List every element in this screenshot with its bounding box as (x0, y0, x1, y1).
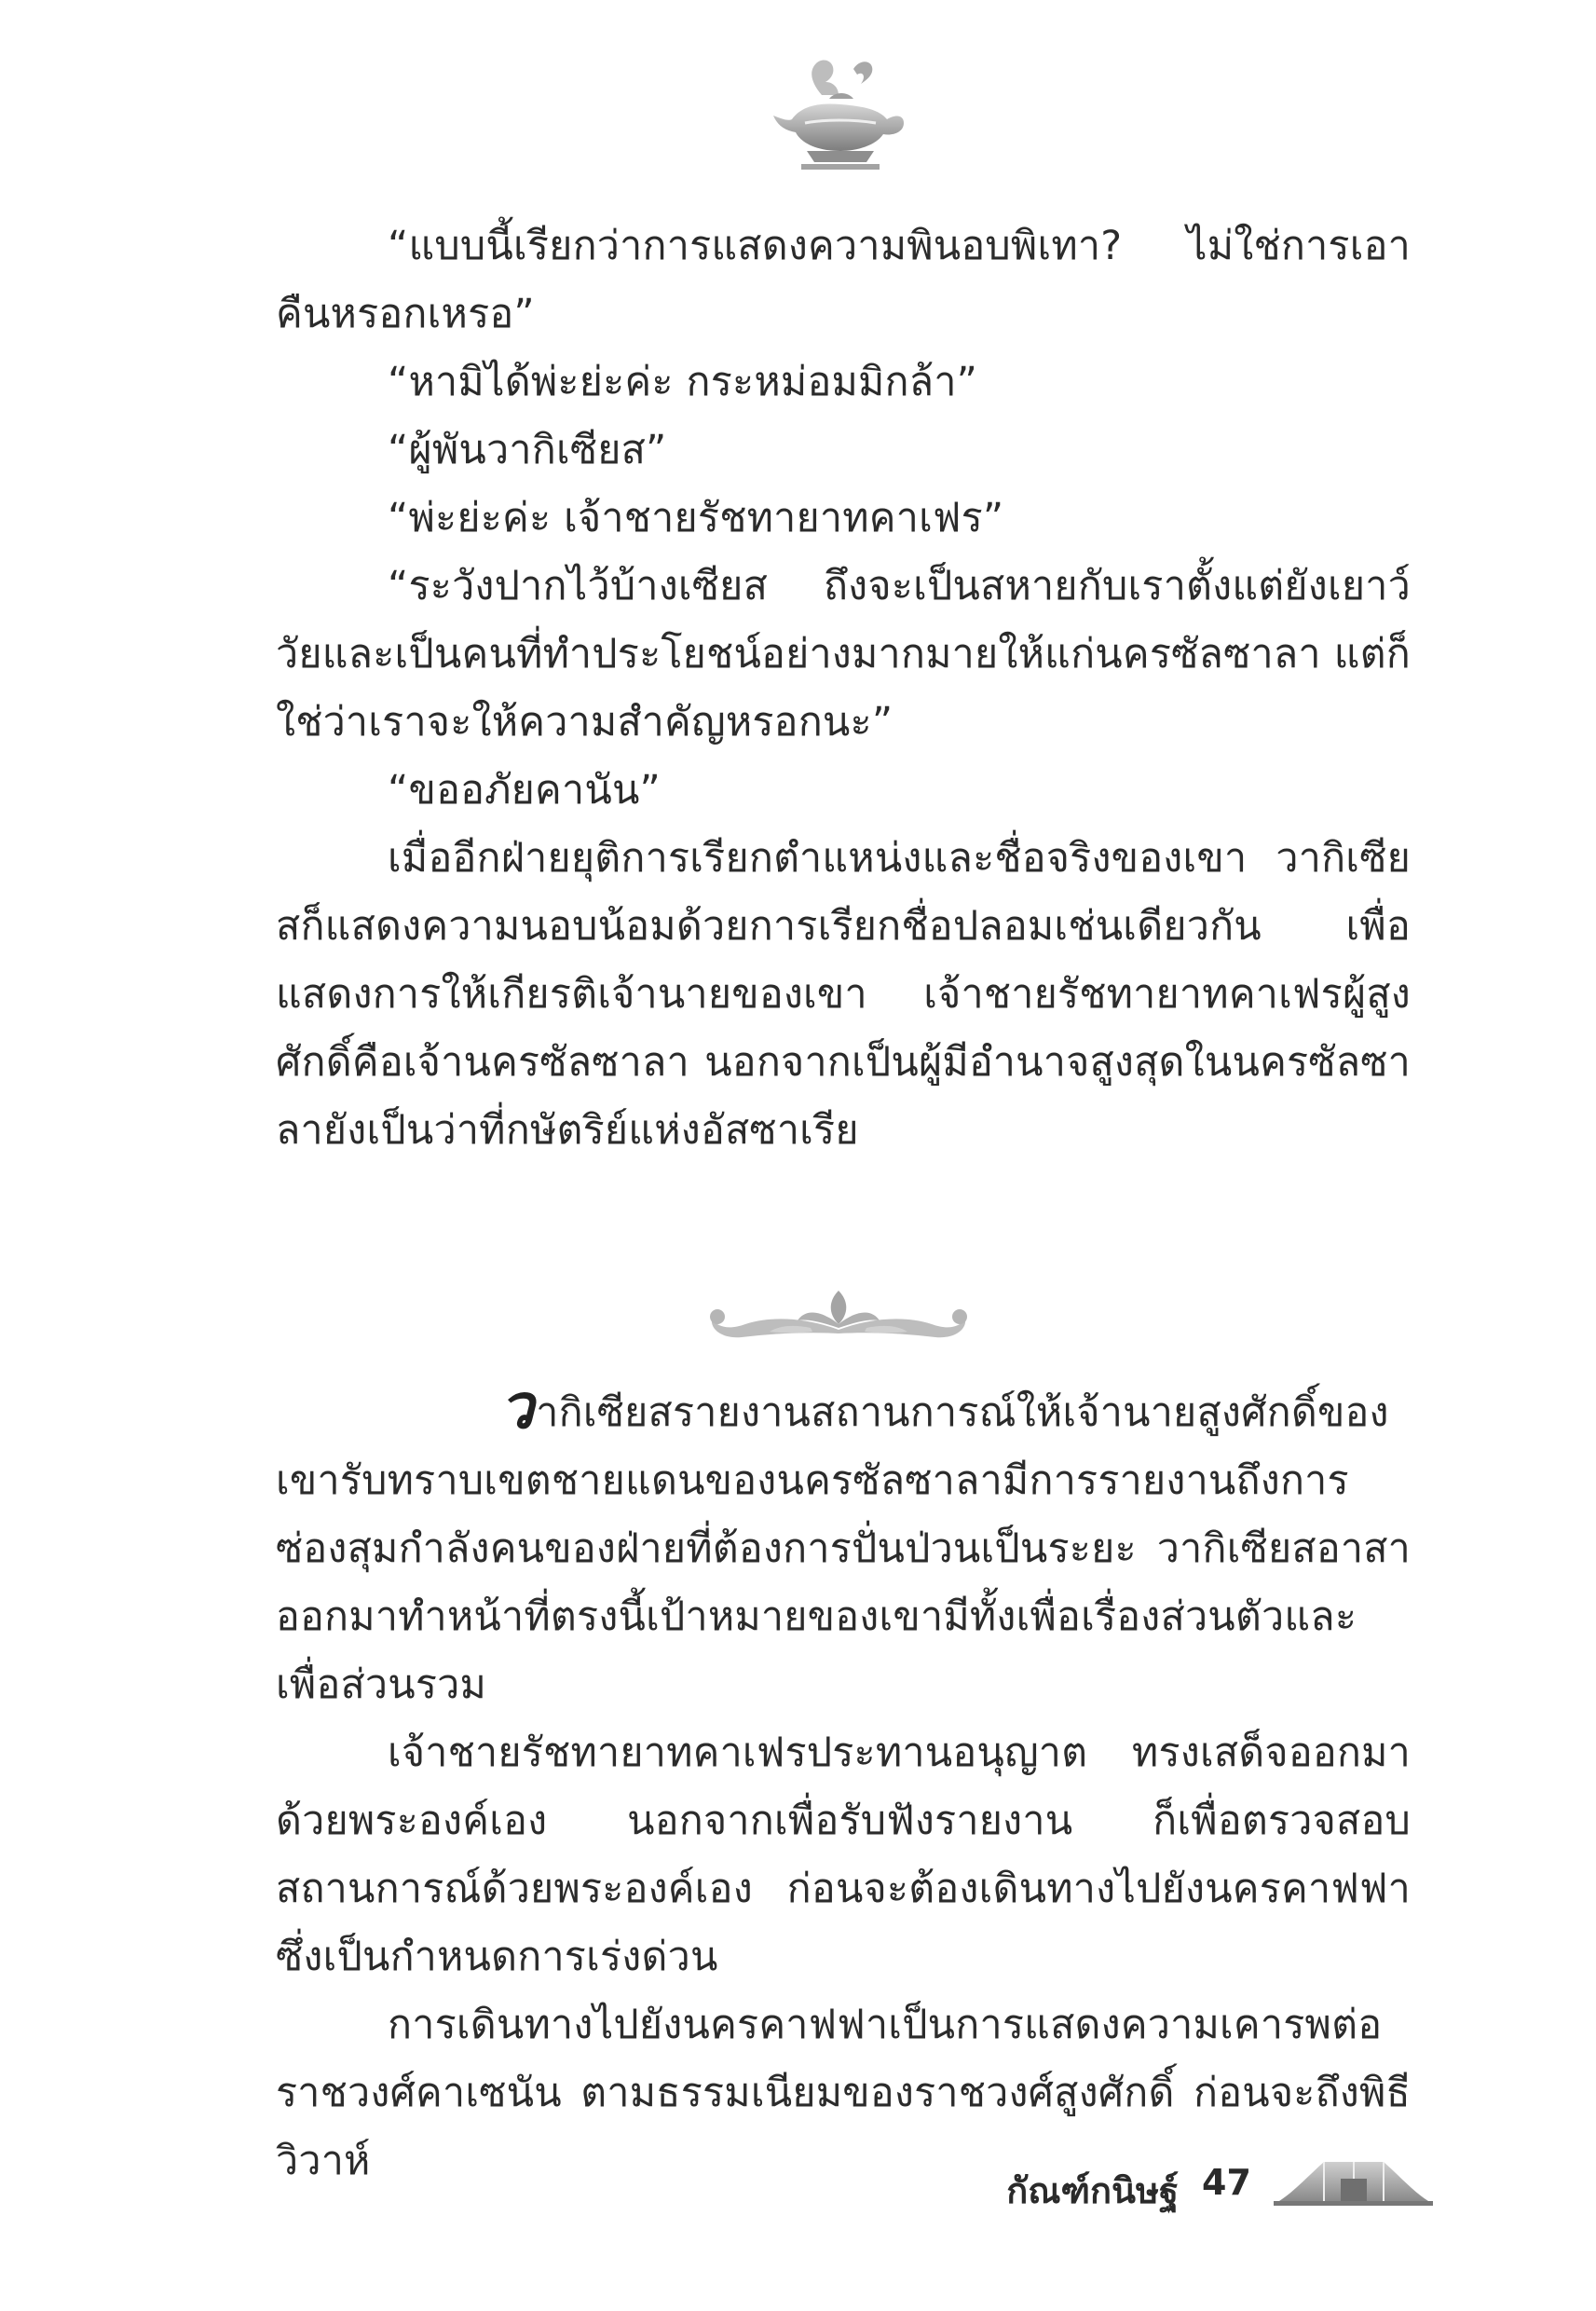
dialogue-line: “ผู้พันวากิเซียส” (388, 427, 667, 473)
page-footer (0, 2151, 1596, 2225)
genie-lamp-icon (764, 54, 913, 175)
text-section-top (276, 212, 1411, 1165)
dialogue-line: “ขออภัยคานัน” (388, 767, 662, 814)
paragraph: “ระวังปากไว้บ้างเซียส ถึงจะเป็นสหายกับเราตั้งแต่ยังเยาว์วัยและเป็นคนที่ทำประโยชน์อย่างมากมายให้แก่นครซัลซาลา แต่ก็ใช่ว่าเราจะให้ความสำคัญหรอกนะ” (276, 563, 1411, 745)
paragraph: เมื่ออีกฝ่ายยุติการเรียกตำแหน่งและชื่อจริงของเขา วากิเซียสก็แสดงความนอบน้อมด้วยการเรียกชื่อปลอมเช่นเดียวกัน เพื่อแสดงการให้เกียรติเจ้านายของเขา เจ้าชายรัชทายาทคาเฟรผู้สูงศักดิ์คือเจ้านครซัลซาลา นอกจากเป็นผู้มีอำนาจสูงสุดในนครซัลซาลายังเป็นว่าที่กษัตริย์แห่งอัสซาเรีย (276, 835, 1411, 1154)
page-number: 47 (1202, 2162, 1251, 2203)
dialogue-line: “หามิได้พ่ะย่ะค่ะ กระหม่อมมิกล้า” (388, 359, 978, 405)
paragraph: เจ้าชายรัชทายาทคาเฟรประทานอนุญาต ทรงเสด็จออกมาด้วยพระองค์เอง นอกจากเพื่อรับฟังรายงาน ก็เพื่อตรวจสอบสถานการณ์ด้วยพระองค์เอง ก่อนจะต้องเดินทางไปยังนครคาฟฟา ซึ่งเป็นกำหนดการเร่งด่วน (276, 1730, 1411, 1980)
dialogue-line: “พ่ะย่ะค่ะ เจ้าชายรัชทายาทคาเฟร” (388, 495, 1004, 541)
flourish-divider-icon (699, 1272, 978, 1356)
paragraph: การเดินทางไปยังนครคาฟฟาเป็นการแสดงความเคารพต่อราชวงศ์คาเซนัน ตามธรรมเนียมของราชวงศ์สูงศักดิ์ ก่อนจะถึงพิธีวิวาห์ (276, 2002, 1411, 2184)
text-section-bottom (276, 1370, 1411, 2195)
paragraph-text: ากิเซียสรายงานสถานการณ์ให้เจ้านายสูงศักดิ์ของเขารับทราบเขตชายแดนของนครซัลซาลามีการรายงานถึงการซ่องสุมกำลังคนของฝ่ายที่ต้องการปั่นป่วนเป็นระยะ วากิเซียสอาสาออกมาทำหน้าที่ตรงนี้เป้าหมายของเขามีทั้งเพื่อเรื่องส่วนตัวและเพื่อส่วนรวม (276, 1389, 1411, 1708)
book-title: กัณฑ์กนิษฐ์ (1006, 2170, 1179, 2211)
tent-icon (1272, 2154, 1435, 2208)
paragraph: “แบบนี้เรียกว่าการแสดงความพินอบพิเทา? ไม่ใช่การเอาคืนหรอกเหรอ” (276, 223, 1411, 337)
paragraph-with-dropcap: วากิเซียสรายงานสถานการณ์ให้เจ้านายสูงศักดิ์ของเขารับทราบเขตชายแดนของนครซัลซาลามีการรายงานถึงการซ่องสุมกำลังคนของฝ่ายที่ต้องการปั่นป่วนเป็นระยะ วากิเซียสอาสาออกมาทำหน้าที่ตรงนี้เป้าหมายของเขามีทั้งเพื่อเรื่องส่วนตัวและเพื่อส่วนรวม (276, 1370, 1411, 1708)
